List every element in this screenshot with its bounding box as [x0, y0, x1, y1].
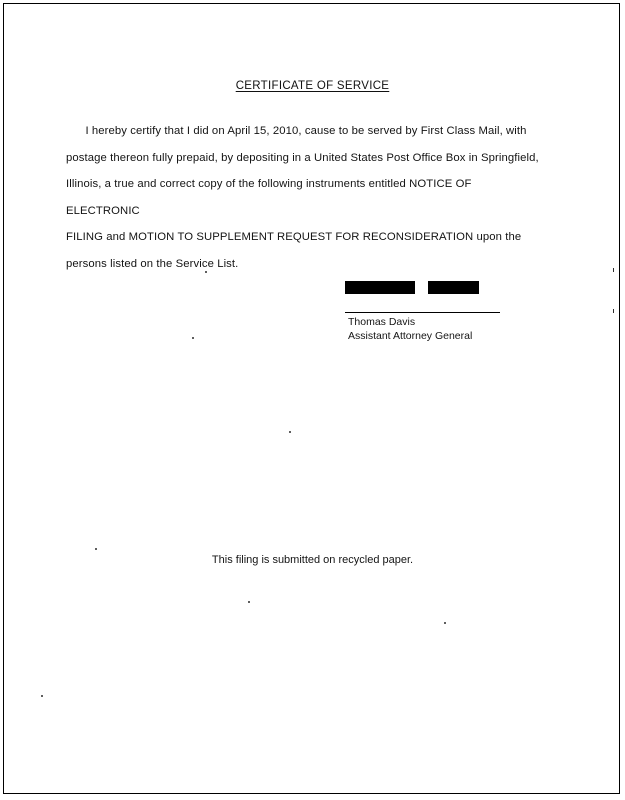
signatory-name: Thomas Davis	[348, 316, 416, 328]
signature-line	[345, 312, 500, 313]
body-line: I hereby certify that I did on April 15, 2010, cause to be served by First Class Mail, with	[66, 125, 527, 137]
scan-speck	[41, 695, 43, 697]
scan-speck	[289, 431, 291, 433]
scan-speck	[613, 268, 614, 272]
scan-speck	[613, 309, 614, 313]
body-line: persons listed on the Service List.	[66, 257, 239, 270]
body-line: FILING and MOTION TO SUPPLEMENT REQUEST FOR RECONSIDERATION upon the	[66, 231, 522, 243]
scan-speck	[444, 622, 446, 624]
page-title	[0, 80, 625, 92]
body-line: postage thereon fully prepaid, by depositing in a United States Post Office Box in Springfield,	[66, 151, 539, 164]
redacted-signature	[345, 278, 500, 296]
scan-speck	[95, 548, 97, 550]
signatory-title: Assistant Attorney General	[348, 330, 473, 342]
signature-block	[345, 278, 545, 296]
page-title-text: CERTIFICATE OF SERVICE	[235, 80, 390, 92]
body-line: Illinois, a true and correct copy of the following instruments entitled NOTICE OF ELECTRONIC	[66, 178, 475, 217]
certificate-body	[66, 118, 544, 277]
footer-note: This filing is submitted on recycled paper.	[211, 554, 414, 566]
scan-speck	[248, 601, 250, 603]
redaction-bar	[428, 281, 479, 294]
redaction-bar	[345, 281, 415, 294]
scan-speck	[192, 337, 194, 339]
scan-speck	[205, 271, 207, 273]
